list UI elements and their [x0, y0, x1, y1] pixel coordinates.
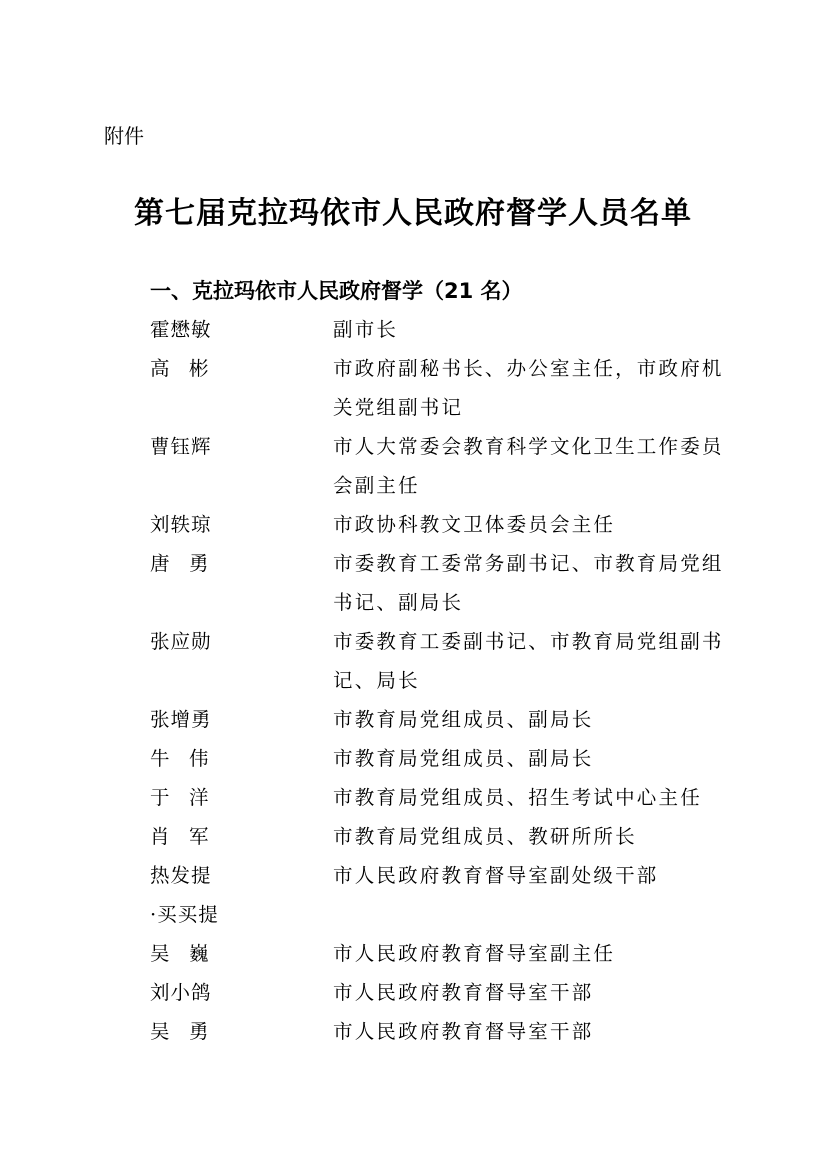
member-role: 市人民政府教育督导室干部	[333, 1020, 594, 1043]
member-name: 吴 勇	[150, 1020, 209, 1043]
list-item	[150, 349, 740, 427]
list-item	[150, 856, 740, 895]
list-item	[150, 1012, 740, 1051]
member-name: ·买买提	[150, 903, 219, 926]
list-item	[150, 310, 740, 349]
member-role: 市人大常委会教育科学文化卫生工作委员会副主任	[333, 435, 724, 497]
list-item	[150, 778, 740, 817]
member-name: 张增勇	[150, 708, 212, 731]
member-name: 吴 巍	[150, 942, 209, 965]
member-name: 牛 伟	[150, 747, 209, 770]
member-role: 市教育局党组成员、教研所所长	[333, 825, 637, 848]
member-name: 热发提	[150, 864, 212, 887]
list-item	[150, 895, 740, 934]
member-role	[333, 895, 740, 934]
member-name: 霍懋敏	[150, 318, 212, 341]
member-name: 肖 军	[150, 825, 209, 848]
list-item	[150, 700, 740, 739]
list-item	[150, 934, 740, 973]
member-role: 市人民政府教育督导室干部	[333, 981, 594, 1004]
member-role: 市政协科教文卫体委员会主任	[333, 513, 616, 536]
member-name: 张应勋	[150, 630, 212, 653]
list-item	[150, 544, 740, 622]
member-role: 市政府副秘书长、办公室主任，市政府机关党组副书记	[333, 357, 724, 419]
list-item	[150, 973, 740, 1012]
member-name: 高 彬	[150, 357, 209, 380]
member-role: 副市长	[333, 318, 399, 341]
member-role: 市委教育工委副书记、市教育局党组副书记、局长	[333, 630, 724, 692]
list-item	[150, 622, 740, 700]
member-role: 市教育局党组成员、副局长	[333, 747, 594, 770]
list-item	[150, 739, 740, 778]
member-name: 曹钰辉	[150, 435, 212, 458]
member-name: 刘小鸽	[150, 981, 212, 1004]
member-list	[150, 310, 740, 1051]
member-role: 市人民政府教育督导室副处级干部	[333, 864, 659, 887]
member-name: 刘轶琼	[150, 513, 212, 536]
member-name: 于 洋	[150, 786, 209, 809]
member-role: 市教育局党组成员、招生考试中心主任	[333, 786, 702, 809]
member-role: 市人民政府教育督导室副主任	[333, 942, 616, 965]
member-name: 唐 勇	[150, 552, 209, 575]
list-item	[150, 817, 740, 856]
attachment-label: 附件	[104, 124, 144, 148]
document-title: 第七届克拉玛依市人民政府督学人员名单	[134, 196, 692, 231]
member-role: 市委教育工委常务副书记、市教育局党组书记、副局长	[333, 552, 724, 614]
member-role: 市教育局党组成员、副局长	[333, 708, 594, 731]
list-item	[150, 505, 740, 544]
section-heading: 一、克拉玛依市人民政府督学（21 名）	[150, 279, 523, 303]
list-item	[150, 427, 740, 505]
